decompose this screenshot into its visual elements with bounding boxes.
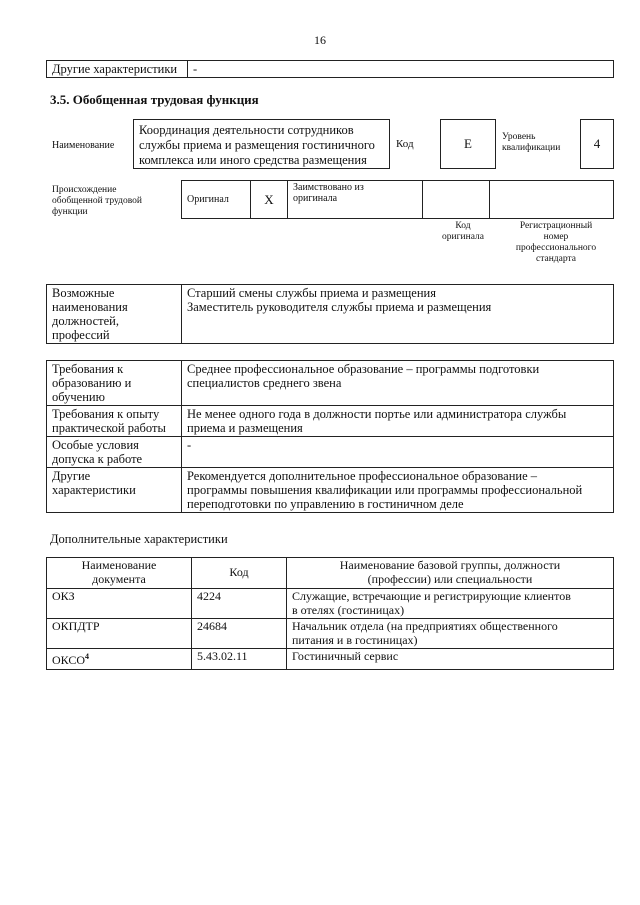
caption-line: номер [543, 232, 569, 242]
requirement-label-line: образованию и [52, 376, 132, 390]
original-mark: X [251, 181, 288, 219]
reg-number-cell [490, 181, 614, 219]
name-label: Наименование [52, 140, 115, 151]
table-row [47, 406, 614, 437]
reg-number-caption [498, 221, 614, 265]
requirement-value [182, 468, 614, 513]
requirement-value-line: - [187, 438, 192, 452]
level-label [502, 132, 560, 154]
row-name [287, 589, 614, 619]
requirement-value [182, 406, 614, 437]
requirement-value [182, 437, 614, 468]
positions-table [46, 284, 614, 344]
positions-label-line: наименования [52, 300, 128, 314]
table-row [47, 437, 614, 468]
section-title: 3.5. Обобщенная трудовая функция [50, 92, 259, 107]
requirement-value-line: специалистов среднего звена [187, 376, 342, 390]
row-document-text: ОКСО [52, 653, 86, 667]
header-line: Наименование базовой группы, должности [339, 558, 561, 572]
requirement-label-line: допуска к работе [52, 452, 143, 466]
header-name [287, 558, 614, 589]
header-line: (профессии) или специальности [367, 571, 533, 586]
row-code: 5.43.02.11 [192, 649, 287, 670]
requirement-value-line: Рекомендуется дополнительное профессиональное образование – [187, 469, 538, 483]
table-row [47, 468, 614, 513]
caption-line: профессионального [515, 243, 597, 253]
row-name [287, 649, 614, 670]
row-name-line: Начальник отдела (на предприятиях общественного [292, 619, 558, 633]
origin-label [52, 185, 142, 218]
header-line: Наименование [81, 558, 157, 572]
row-document [47, 649, 192, 670]
requirement-value-line: Не менее одного года в должности портье или администратора службы [187, 407, 567, 421]
positions-label [47, 285, 182, 344]
requirement-label-line: Особые условия [52, 438, 139, 452]
requirement-label [47, 406, 182, 437]
borrowed-label [288, 181, 423, 219]
code-label: Код [396, 138, 414, 150]
table-row [47, 619, 614, 649]
level-value: 4 [580, 119, 614, 169]
requirement-value-line: переподготовки по управлению в гостиничном деле [187, 497, 464, 511]
requirement-label [47, 468, 182, 513]
row-name [287, 619, 614, 649]
origin-table [181, 180, 614, 219]
positions-label-line: профессий [52, 328, 110, 342]
other-characteristics-value: - [188, 61, 614, 78]
function-name-line: Координация деятельности сотрудников [139, 123, 354, 137]
table-row [47, 361, 614, 406]
header-line: документа [92, 571, 146, 586]
position-item: Заместитель руководителя службы приема и размещения [187, 300, 492, 314]
table-row [47, 649, 614, 670]
origin-label-line: обобщенной трудовой [52, 196, 142, 206]
level-label-line: Уровень [502, 132, 536, 142]
table-row [47, 589, 614, 619]
borrowed-label-line: оригинала [293, 193, 338, 204]
positions-label-line: должностей, [52, 314, 119, 328]
positions-label-line: Возможные [52, 286, 115, 300]
other-characteristics-row [46, 60, 614, 78]
caption-line: стандарта [536, 254, 576, 264]
code-value: E [440, 119, 496, 169]
position-item: Старший смены службы приема и размещения [187, 286, 436, 300]
requirement-label [47, 437, 182, 468]
requirement-label-line: Другие [52, 469, 91, 483]
footnote-mark: 4 [85, 652, 90, 661]
requirements-table [46, 360, 614, 513]
other-characteristics-label: Другие характеристики [47, 61, 188, 78]
origin-label-line: Происхождение [52, 185, 117, 195]
row-code: 24684 [192, 619, 287, 649]
row-document: ОКПДТР [47, 619, 192, 649]
original-label: Оригинал [182, 181, 251, 219]
row-name-line: Гостиничный сервис [292, 649, 399, 663]
code-original-caption [428, 221, 498, 243]
positions-values [182, 285, 614, 344]
page-number: 16 [314, 33, 326, 47]
table-header-row [47, 558, 614, 589]
function-name-line: службы приема и размещения гостиничного [139, 138, 375, 152]
borrowed-label-line: Заимствовано из [293, 182, 364, 193]
requirement-label-line: практической работы [52, 421, 166, 435]
requirement-value-line: программы повышения квалификации или программы профессиональной [187, 483, 583, 497]
row-name-line: питания и в гостиницах) [292, 632, 418, 647]
additional-table [46, 557, 614, 670]
requirement-label-line: обучению [52, 390, 105, 404]
original-code-cell [423, 181, 490, 219]
origin-label-line: функции [52, 207, 88, 217]
level-label-line: квалификации [502, 143, 561, 153]
header-document [47, 558, 192, 589]
requirement-value-line: приема и размещения [187, 421, 303, 435]
caption-line: Код [455, 221, 471, 231]
requirement-value [182, 361, 614, 406]
caption-line: Регистрационный [519, 221, 593, 231]
requirement-label-line: Требования к [52, 362, 124, 376]
row-document: ОКЗ [47, 589, 192, 619]
additional-title: Дополнительные характеристики [50, 532, 228, 546]
requirement-label-line: характеристики [52, 483, 136, 497]
caption-line: оригинала [442, 232, 484, 242]
requirement-value-line: Среднее профессиональное образование – программы подготовки [187, 362, 540, 376]
function-name-box [133, 119, 390, 169]
row-name-line: Служащие, встречающие и регистрирующие клиентов [292, 589, 571, 603]
requirement-label [47, 361, 182, 406]
function-name-line: комплекса или иного средства размещения [139, 153, 367, 167]
row-code: 4224 [192, 589, 287, 619]
row-name-line: в отелях (гостиницах) [292, 602, 405, 617]
requirement-label-line: Требования к опыту [52, 407, 160, 421]
header-code: Код [192, 558, 287, 589]
